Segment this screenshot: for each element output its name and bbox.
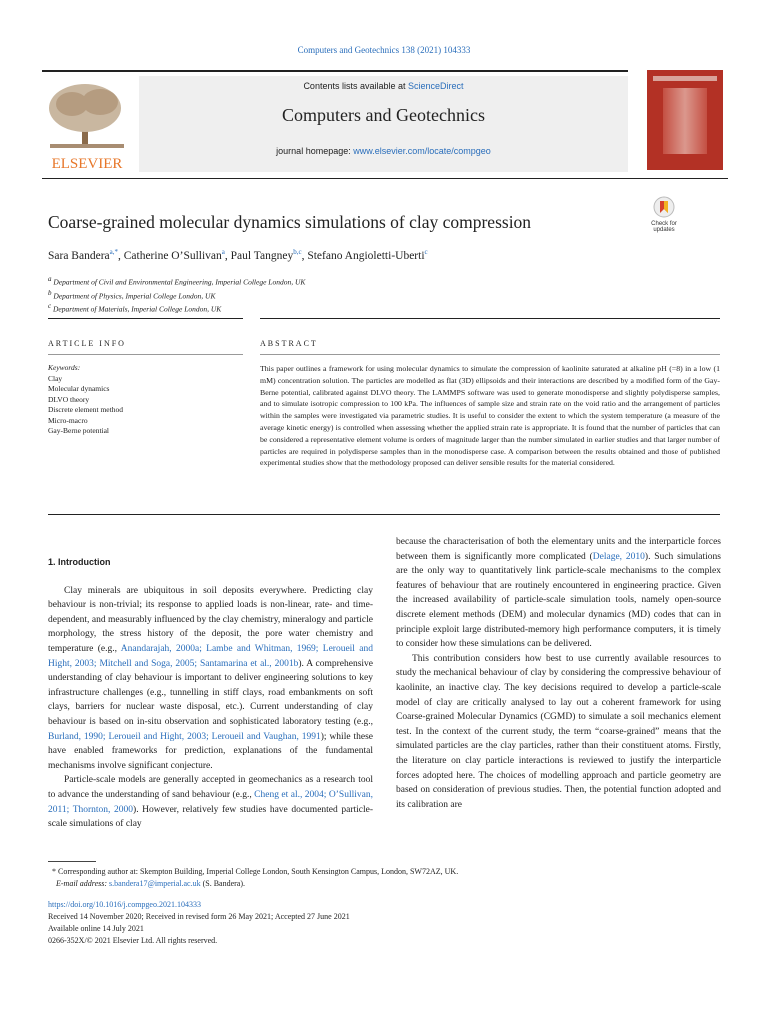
author-name: Stefano Angioletti-Uberti — [307, 249, 425, 262]
divider — [48, 318, 243, 319]
homepage-link[interactable]: www.elsevier.com/locate/compgeo — [353, 146, 491, 156]
citation-link[interactable]: Burland, 1990; Leroueil and Hight, 2003; Leroueil and Vaughan, 1991 — [48, 731, 321, 742]
text-run: Particle-scale models are generally accepted in geomechanics as a research tool to advance the understanding of sand behaviour (e.g., — [48, 775, 373, 800]
keyword: Micro-macro — [48, 415, 88, 425]
divider — [260, 318, 720, 319]
citation-link[interactable]: Cheng et al., 2004; O’Sullivan, 2011; Thornton, 2000 — [48, 789, 373, 815]
footnotes — [48, 866, 458, 890]
section-title: 1. Introduction — [48, 557, 111, 567]
keywords-label: Keywords: — [48, 363, 81, 372]
received-dates: Received 14 November 2020; Received in revised form 26 May 2021; Accepted 27 June 2021 — [48, 912, 350, 921]
body-column-right — [396, 535, 721, 812]
body-column-left — [48, 535, 373, 832]
text-run: ). A comprehensive understanding of clay behaviour is important to deliver engineering solutions to key infrastructure challenges (e.g., tunnelling in stiff clays, road embankments on soft clays, barriers for nuclear waste disposal, etc.). Current understanding of clay behaviour is based on in-situ observation and sophisticated laboratory testing (e.g., — [48, 658, 373, 727]
check-for-updates-button[interactable] — [643, 195, 685, 235]
citation-link[interactable]: Delage, 2010 — [592, 551, 645, 562]
elsevier-tree-icon — [42, 78, 132, 174]
text-run: ). Such simulations are the only way to quantitatively link particle-scale mechanisms to the complex features of behaviour that are routinely encountered in engineering practice. Given the increased availability of particle-scale simulation tools, namely open-source discrete element methods (DEM) and molecular dynamics (MD) codes that can in principle exploit large distributed-memory high performance computers, it is timely to consider how these simulations can be delivered. — [396, 551, 721, 650]
doi-link[interactable]: https://doi.org/10.1016/j.compgeo.2021.104333 — [48, 900, 201, 909]
copyright: 0266-352X/© 2021 Elsevier Ltd. All rights reserved. — [48, 936, 218, 945]
affiliation-text: Department of Physics, Imperial College London, UK — [53, 291, 216, 300]
keywords-list — [48, 363, 123, 437]
available-online: Available online 14 July 2021 — [48, 924, 144, 933]
sciencedirect-link[interactable]: ScienceDirect — [408, 81, 464, 91]
affiliation-marker: c — [48, 302, 52, 310]
affiliation-item — [48, 288, 305, 302]
author-name: Sara Bandera — [48, 249, 110, 262]
keyword: DLVO theory — [48, 394, 90, 404]
paragraph: This contribution considers how best to use currently available resources to study the mechanical behaviour of clay by considering the compressive behaviour of kaolinite, an inactive clay. The key decisions required to develop a particle-scale model of clay are critically analysed to lay out a coherent framework for using Coarse-grained Molecular Dynamics (CGMD) to simulate a soil mechanics element test. In the context of the current study, the term “coarse-grained” means that the simulated particles are the clay particles, rather than their constituent atoms. Firstly, the literature on clay particle interactions is reviewed to justify the interparticle forces adopted here. The choices of modelling approach and particle geometry are based on consideration of previous studies. Then, the potential function adopted and its calibration are — [396, 653, 721, 810]
journal-citation[interactable]: Computers and Geotechnics 138 (2021) 104333 — [297, 45, 471, 55]
citation-link[interactable]: Anandarajah, 2000a; Lambe and Whitman, 1969; Leroueil and Hight, 2003; Mitchell and Soga, 2005; Santamarina et al., 2001b — [48, 643, 373, 669]
author-affiliation-marker[interactable]: c — [424, 248, 428, 256]
paragraph — [48, 773, 373, 831]
author-affiliation-marker[interactable]: a — [221, 248, 225, 256]
author-affiliation-marker[interactable]: b,c — [293, 248, 302, 256]
affiliation-list — [48, 274, 305, 315]
article-title: Coarse-grained molecular dynamics simulations of clay compression — [48, 212, 532, 232]
corresponding-author-note: * Corresponding author at: Skempton Building, Imperial College London, South Kensington Campus, London, SW72AZ, UK. — [48, 867, 459, 876]
abstract-heading: ABSTRACT — [260, 339, 318, 348]
header-rule — [42, 70, 628, 72]
affiliation-text: Department of Civil and Environmental Engineering, Imperial College London, UK — [53, 277, 306, 287]
email-suffix: (S. Bandera). — [202, 879, 246, 888]
affiliation-marker: b — [48, 288, 52, 297]
divider — [260, 354, 720, 355]
affiliation-text: Department of Materials, Imperial College London, UK — [52, 304, 222, 314]
check-updates-icon — [653, 195, 675, 219]
elsevier-wordmark: ELSEVIER — [51, 156, 123, 172]
text-run: because the characterisation of both the elementary units and the interparticle forces between them is significantly more complicated ( — [396, 537, 721, 562]
check-updates-label: Check for updates — [651, 221, 677, 233]
journal-title: Computers and Geotechnics — [282, 105, 485, 125]
divider — [48, 354, 243, 355]
paragraph — [48, 584, 373, 774]
journal-box — [139, 76, 628, 172]
author-affiliation-marker[interactable]: a,* — [109, 248, 118, 256]
contents-prefix: Contents lists available at — [303, 81, 406, 91]
homepage-prefix: journal homepage: — [276, 146, 351, 156]
keyword: Clay — [48, 373, 63, 383]
text-run: ). However, relatively few studies have documented particle-scale simulations of clay — [48, 804, 373, 830]
keyword: Gay-Berne potential — [48, 426, 110, 435]
keyword: Molecular dynamics — [48, 384, 110, 393]
header-bottom-rule — [42, 178, 728, 179]
abstract-text: This paper outlines a framework for using molecular dynamics to simulate the compression of kaolinite saturated at alkaline pH (=8) in a low (1 mM) concentration solution. The particles are modelled as flat (3D) ellipsoids and their interactions are described by a modified form of the Gay-Berne potential, calibrated against DLVO theory. The LAMMPS software was used to generate monodisperse and slightly polydisperse samples, and to simulate isotropic compression to 100 kPa. The influences of sample size and strain rate on the void ratio and the arrangement of particles within the samples were investigated via parametric studies. It is useful to consider the extent to which the system temperature (a measure of the average kinetic energy) is controlled when assessing whether the applied strain rate is appropriate. It is found that the number of particles that can be considered a representative element volume is orders of magnitude larger than the number simulated in earlier studies and that larger number of particles are required in polydisperse samples than in the monodisperse case. A comparison between the results obtained and those of published experimental studies show that the methodology proposed can deliver sensible results for the material considered. — [260, 364, 720, 468]
corresponding-text: Corresponding author at: Skempton Building, Imperial College London, South Kensington Campus, London, SW72AZ, UK. — [58, 867, 459, 876]
text-run: Clay minerals are ubiquitous in soil deposits everywhere. Predicting clay behaviour is non-trivial; its response to applied loads is non-linear, rate- and time-dependent, and measurably influenced by the clay chemistry, mineralogy and particle morphology, the stress history of the deposit, the pore water chemistry and temperature (e.g., — [48, 585, 373, 654]
email-note — [48, 878, 458, 890]
contents-line — [139, 81, 628, 91]
email-label: E-mail address: — [56, 879, 108, 888]
publication-info — [48, 899, 350, 947]
footnote-rule — [48, 861, 96, 862]
divider — [48, 514, 720, 515]
email-link[interactable]: s.bandera17@imperial.ac.uk — [109, 879, 201, 888]
affiliation-item — [48, 301, 305, 315]
paragraph — [396, 535, 721, 652]
elsevier-logo — [42, 78, 132, 174]
keyword: Discrete element method — [48, 405, 123, 414]
author-list: Sara Bandera$^{a,*}$, Catherine O’Sullivan$^a$, Paul Tangney$^{b,c}$, Stefano Angioletti-Uberti$^c$ — [48, 248, 428, 262]
author-name: Paul Tangney — [230, 249, 294, 262]
article-info-heading: ARTICLE INFO — [48, 339, 126, 348]
author-name: Catherine O’Sullivan — [123, 249, 222, 262]
journal-cover-thumbnail[interactable] — [647, 70, 723, 170]
homepage-line — [139, 146, 628, 156]
affiliation-item — [48, 274, 305, 288]
text-run: ); while these have enabled frameworks for prediction, explanations of the fundamental mechanisms involve significant conjecture. — [48, 731, 373, 771]
affiliation-marker: a — [48, 275, 52, 283]
journal-header — [42, 70, 728, 176]
